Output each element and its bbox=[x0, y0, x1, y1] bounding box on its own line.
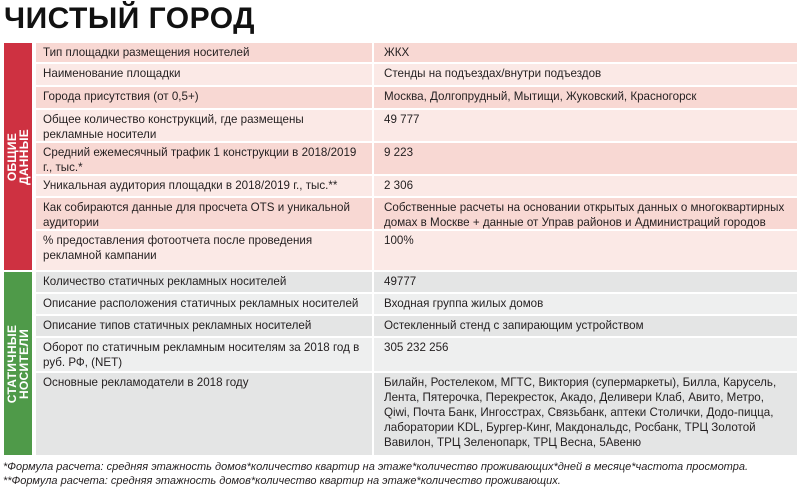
row-label: % предоставления фотоотчета после проведения рекламной кампании bbox=[43, 234, 313, 262]
static-media-section bbox=[4, 272, 797, 455]
row-value: Входная группа жилых домов bbox=[372, 294, 797, 314]
table-row bbox=[36, 176, 797, 198]
table-row bbox=[36, 272, 797, 294]
table-row bbox=[36, 87, 797, 110]
table-row bbox=[36, 231, 797, 270]
row-label: Оборот по статичным рекламным носителям за 2018 год в руб. РФ, (NET) bbox=[43, 341, 360, 369]
table-row bbox=[36, 64, 797, 87]
table-row bbox=[36, 373, 797, 455]
row-value: Остекленный стенд с запирающим устройством bbox=[372, 316, 797, 336]
table-row bbox=[36, 110, 797, 143]
table-row bbox=[36, 143, 797, 176]
row-label: Общее количество конструкций, где размещены рекламные носители bbox=[43, 113, 304, 141]
row-value: 49 777 bbox=[372, 110, 797, 141]
section-side-label-text: ОБЩИЕ ДАННЫЕ bbox=[5, 128, 31, 185]
static-media-rows bbox=[36, 272, 797, 455]
row-label: Основные рекламодатели в 2018 году bbox=[43, 376, 249, 389]
row-label: Средний ежемесячный трафик 1 конструкции в 2018/2019 г., тыс.* bbox=[43, 146, 357, 174]
section-side-label bbox=[4, 272, 32, 455]
table-row bbox=[36, 338, 797, 373]
row-value: Стенды на подъездах/внутри подъездов bbox=[372, 64, 797, 85]
row-label: Тип площадки размещения носителей bbox=[43, 46, 250, 59]
row-value: 9 223 bbox=[372, 143, 797, 174]
row-label: Количество статичных рекламных носителей bbox=[43, 275, 287, 288]
table-row bbox=[36, 43, 797, 64]
row-label: Наименование площадки bbox=[43, 67, 181, 80]
row-label: Как собираются данные для просчета OTS и уникальной аудитории bbox=[43, 201, 350, 229]
footnote: *Формула расчета: средняя этажность домов*количество квартир на этаже*количество проживающих*дней в месяце*частота просмотра. bbox=[3, 461, 749, 473]
page-title: ЧИСТЫЙ ГОРОД bbox=[4, 2, 256, 35]
row-label: Описание расположения статичных рекламных носителей bbox=[43, 297, 359, 310]
row-label: Уникальная аудитория площадки в 2018/2019 г., тыс.** bbox=[43, 179, 338, 192]
row-label: Описание типов статичных рекламных носителей bbox=[43, 319, 312, 332]
general-data-rows bbox=[36, 43, 797, 270]
row-value: Билайн, Ростелеком, МГТС, Виктория (супермаркеты), Билла, Карусель, Лента, Пятерочка, Перекресток, Акадо, Деливери Клаб, Авито, Метро, Qiwi, Почта Банк, Ингосстрах, Связьбанк, аптеки Столички, Додо-пицца, лаборатории KDL, Бургер-Кинг, Макдональдс, Росбанк, ТРЦ Золотой Вавилон, ТРЦ Зеленопарк, ТРЦ Весна, 5Авеню bbox=[372, 373, 797, 455]
row-value: ЖКХ bbox=[372, 43, 797, 62]
row-value: 2 306 bbox=[372, 176, 797, 196]
row-value: Москва, Долгопрудный, Мытищи, Жуковский, Красногорск bbox=[372, 87, 797, 108]
table-row bbox=[36, 294, 797, 316]
table-row bbox=[36, 198, 797, 231]
footnotes bbox=[3, 460, 748, 488]
general-data-section bbox=[4, 43, 797, 270]
section-side-label-text: СТАТИЧНЫЕ НОСИТЕЛИ bbox=[5, 324, 31, 403]
section-side-label bbox=[4, 43, 32, 270]
row-label: Города присутствия (от 0,5+) bbox=[43, 90, 199, 103]
table-row bbox=[36, 316, 797, 338]
row-value: Собственные расчеты на основании открытых данных о многоквартирных домах в Москве + данные от Управ районов и Администраций городов bbox=[372, 198, 797, 229]
footnote: **Формула расчета: средняя этажность домов*количество квартир на этаже*количество проживающих. bbox=[3, 475, 561, 487]
row-value: 305 232 256 bbox=[372, 338, 797, 371]
row-value: 49777 bbox=[372, 272, 797, 292]
row-value: 100% bbox=[372, 231, 797, 270]
